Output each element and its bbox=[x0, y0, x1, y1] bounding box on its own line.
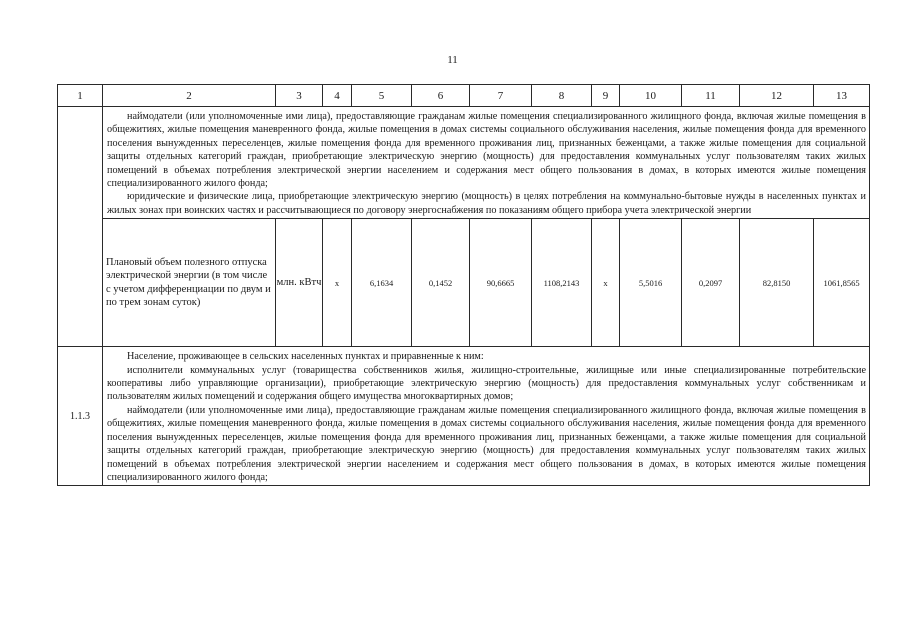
column-header: 9 bbox=[592, 85, 620, 107]
unit-cell: млн. кВтч bbox=[276, 219, 323, 347]
column-header-row bbox=[58, 85, 870, 107]
value-cell: 90,6665 bbox=[470, 219, 532, 347]
column-header: 11 bbox=[682, 85, 740, 107]
value-cell: 5,5016 bbox=[620, 219, 682, 347]
column-header: 12 bbox=[740, 85, 814, 107]
column-header: 4 bbox=[323, 85, 352, 107]
description-paragraph: юридические и физические лица, приобретающие электрическую энергию (мощность) в целях потребления на коммунально-бытовые нужды в населенных пунктах и жилых зонах при воинских частях и рассчитывающиеся по договору энергоснабжения по показаниям общего прибора учета электрической энергии bbox=[107, 191, 866, 216]
column-header: 6 bbox=[412, 85, 470, 107]
tariff-table bbox=[57, 84, 870, 486]
column-header: 5 bbox=[352, 85, 412, 107]
value-cell: 1061,8565 bbox=[814, 219, 870, 347]
column-header: 2 bbox=[103, 85, 276, 107]
value-cell: x bbox=[592, 219, 620, 347]
indicator-cell: Плановый объем полезного отпуска электрической энергии (в том числе с учетом дифференциации по двум и по трем зонам суток) bbox=[103, 219, 276, 347]
row-code-cell: 1.1.3 bbox=[58, 347, 103, 486]
row-code-cell bbox=[58, 107, 103, 347]
value-cell: 82,8150 bbox=[740, 219, 814, 347]
data-row bbox=[58, 219, 870, 347]
description-paragraph: наймодатели (или уполномоченные ими лица), предоставляющие гражданам жилые помещения специализированного жилищного фонда, включая жилые помещения в общежитиях, жилые помещения маневренного фонда, жилые помещения в домах системы социального обслуживания населения, жилые помещения фонда для временного поселения вынужденных переселенцев, жилые помещения фонда для временного проживания лиц, признанных беженцами, а также жилые помещения для социальной защиты отдельных категорий граждан, приобретающие электрическую энергию (мощность) для предоставления коммунальных услуг пользователям таких жилых помещений в объемах потребления электрической энергии населением и содержания мест общего пользования в домах, в которых имеются жилые помещения специализированного жилого фонда; bbox=[107, 404, 866, 483]
column-header: 7 bbox=[470, 85, 532, 107]
consumer-description-row bbox=[58, 107, 870, 219]
consumer-description-row bbox=[58, 347, 870, 486]
consumer-description-cell bbox=[103, 107, 870, 219]
description-paragraph: Население, проживающее в сельских населенных пунктах и приравненные к ним: bbox=[127, 351, 484, 363]
column-header: 1 bbox=[58, 85, 103, 107]
value-cell: 1108,2143 bbox=[532, 219, 592, 347]
page-number: 11 bbox=[447, 54, 458, 66]
value-cell: 0,1452 bbox=[412, 219, 470, 347]
value-cell: 0,2097 bbox=[682, 219, 740, 347]
value-cell: 6,1634 bbox=[352, 219, 412, 347]
column-header: 10 bbox=[620, 85, 682, 107]
consumer-description-cell bbox=[103, 347, 870, 486]
description-paragraph: исполнители коммунальных услуг (товарищества собственников жилья, жилищно-строительные, жилищные или иные специализированные потребительские кооперативы либо управляющие организации), приобретающие электрическую энергию (мощность) для предоставления коммунальных услуг собственникам и пользователям жилых помещений и содержания общего имущества многоквартирных домов; bbox=[107, 364, 866, 403]
value-cell: x bbox=[323, 219, 352, 347]
column-header: 8 bbox=[532, 85, 592, 107]
column-header: 3 bbox=[276, 85, 323, 107]
description-paragraph: наймодатели (или уполномоченные ими лица), предоставляющие гражданам жилые помещения специализированного жилищного фонда, включая жилые помещения в общежитиях, жилые помещения маневренного фонда, жилые помещения в домах системы социального обслуживания населения, жилые помещения фонда для временного поселения вынужденных переселенцев, жилые помещения фонда для временного проживания лиц, признанных беженцами, а также жилые помещения для социальной защиты отдельных категорий граждан, приобретающие электрическую энергию (мощность) для предоставления коммунальных услуг пользователям таких жилых помещений в объемах потребления электрической энергии населением и содержания мест общего пользования в домах, в которых имеются жилые помещения специализированного жилого фонда; bbox=[107, 111, 866, 190]
column-header: 13 bbox=[814, 85, 870, 107]
